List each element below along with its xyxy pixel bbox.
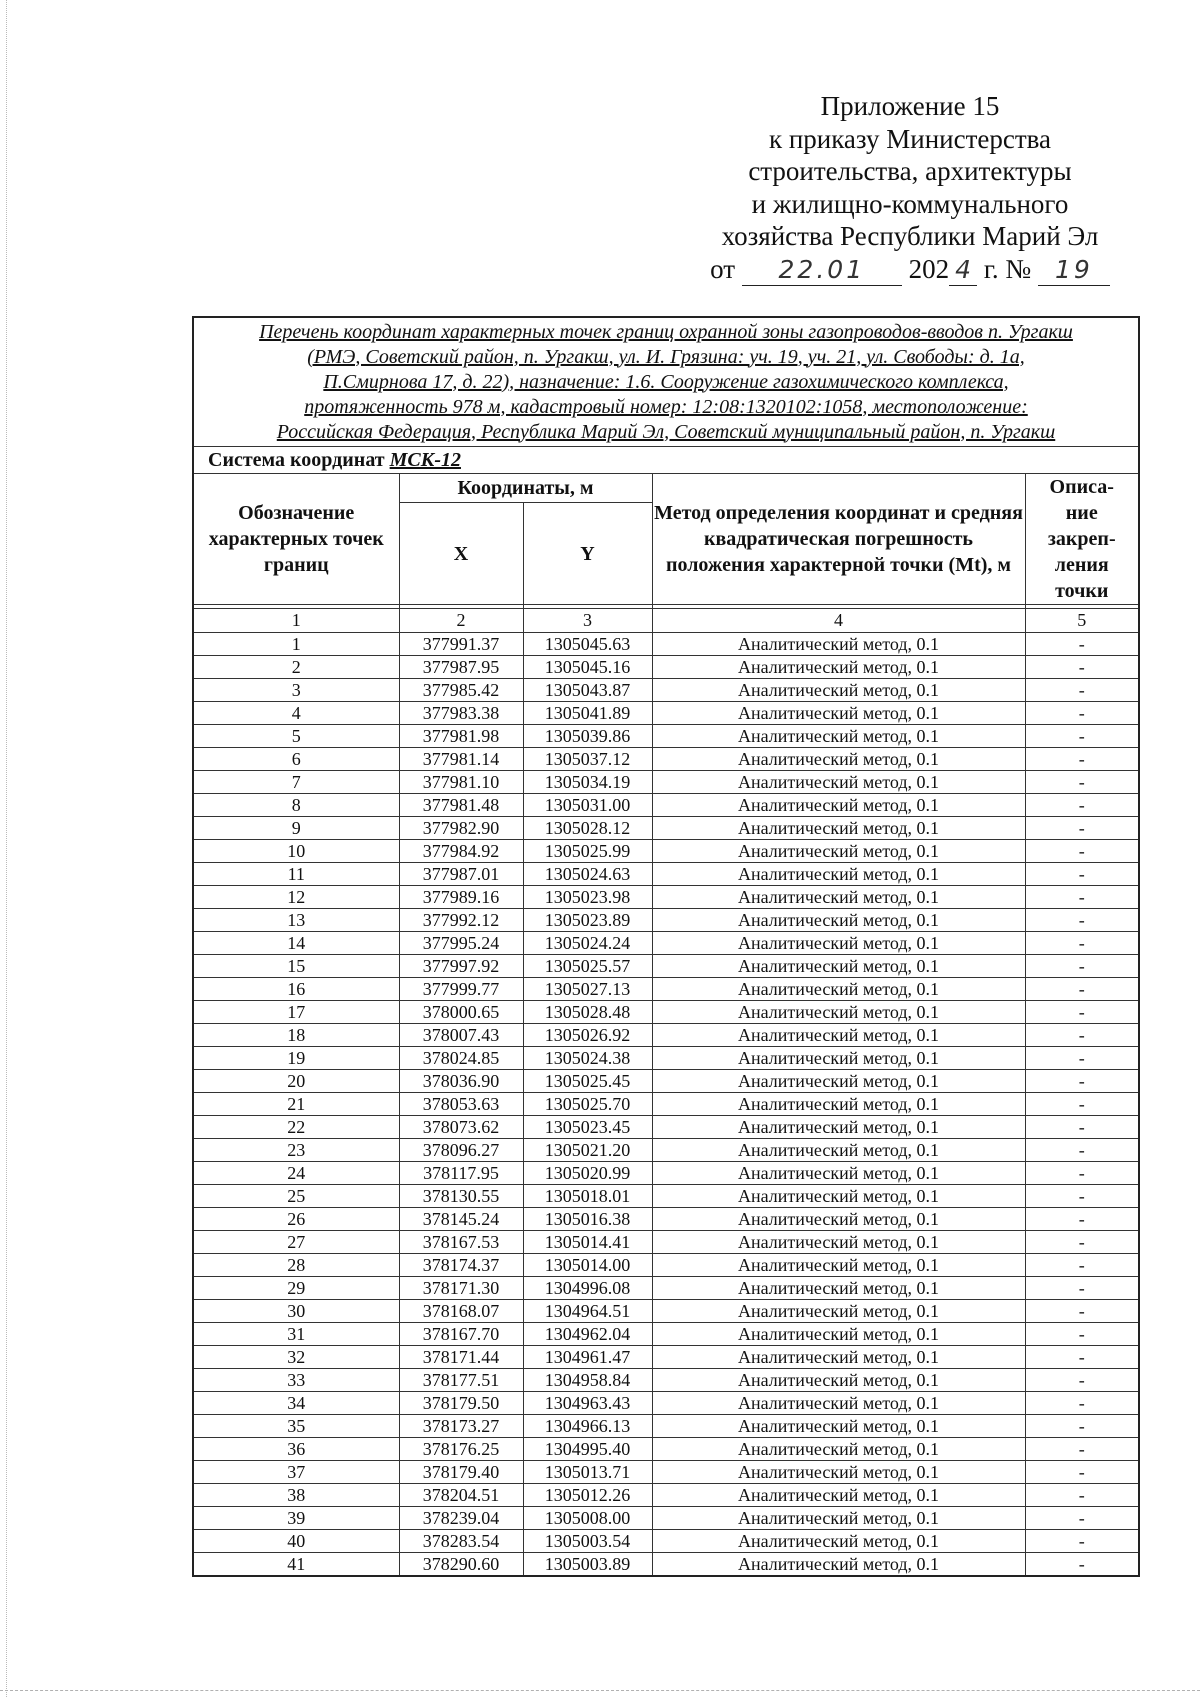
point-id-cell: 14 [193, 932, 399, 955]
coord-y-cell: 1305003.54 [523, 1530, 652, 1553]
description-cell: - [1025, 771, 1139, 794]
table-row [193, 1139, 1139, 1162]
column-number: 4 [652, 609, 1025, 633]
method-cell: Аналитический метод, 0.1 [652, 1392, 1025, 1415]
column-number: 5 [1025, 609, 1139, 633]
column-number: 3 [523, 609, 652, 633]
method-cell: Аналитический метод, 0.1 [652, 840, 1025, 863]
table-row [193, 1300, 1139, 1323]
table-row [193, 725, 1139, 748]
table-row [193, 1093, 1139, 1116]
description-cell: - [1025, 633, 1139, 656]
table-row [193, 955, 1139, 978]
coord-y-cell: 1305045.16 [523, 656, 652, 679]
method-cell: Аналитический метод, 0.1 [652, 1139, 1025, 1162]
method-cell: Аналитический метод, 0.1 [652, 1323, 1025, 1346]
description-cell: - [1025, 1093, 1139, 1116]
coord-y-cell: 1305025.70 [523, 1093, 652, 1116]
coord-x-cell: 377995.24 [399, 932, 523, 955]
description-cell: - [1025, 1047, 1139, 1070]
coord-x-cell: 377985.42 [399, 679, 523, 702]
header-description-line: точки [1055, 580, 1109, 602]
point-id-cell: 28 [193, 1254, 399, 1277]
description-cell: - [1025, 1231, 1139, 1254]
coord-x-cell: 378167.70 [399, 1323, 523, 1346]
table-row [193, 909, 1139, 932]
coord-x-cell: 377981.48 [399, 794, 523, 817]
header-coordinates: Координаты, м [399, 474, 652, 503]
coord-y-cell: 1304996.08 [523, 1277, 652, 1300]
coord-x-cell: 378173.27 [399, 1415, 523, 1438]
point-id-cell: 29 [193, 1277, 399, 1300]
coord-y-cell: 1304964.51 [523, 1300, 652, 1323]
method-cell: Аналитический метод, 0.1 [652, 863, 1025, 886]
method-cell: Аналитический метод, 0.1 [652, 633, 1025, 656]
coord-y-cell: 1305025.57 [523, 955, 652, 978]
description-cell: - [1025, 1507, 1139, 1530]
point-id-cell: 24 [193, 1162, 399, 1185]
description-cell: - [1025, 1415, 1139, 1438]
description-cell: - [1025, 886, 1139, 909]
method-cell: Аналитический метод, 0.1 [652, 1415, 1025, 1438]
header-line: к приказу Министерства [768, 123, 1052, 154]
coord-y-cell: 1305025.45 [523, 1070, 652, 1093]
description-cell: - [1025, 909, 1139, 932]
method-cell: Аналитический метод, 0.1 [652, 978, 1025, 1001]
coordinate-system-row [193, 447, 1139, 474]
header-point: Обозначение характерных точек границ [193, 474, 399, 605]
description-cell: - [1025, 656, 1139, 679]
coord-x-cell: 378177.51 [399, 1369, 523, 1392]
coord-y-cell: 1305003.89 [523, 1553, 652, 1577]
table-title [193, 317, 1139, 447]
point-id-cell: 26 [193, 1208, 399, 1231]
header-line: Приложение 15 [820, 91, 1000, 121]
method-cell: Аналитический метод, 0.1 [652, 794, 1025, 817]
description-cell: - [1025, 932, 1139, 955]
coord-y-cell: 1305018.01 [523, 1185, 652, 1208]
coord-x-cell: 378179.50 [399, 1392, 523, 1415]
point-id-cell: 23 [193, 1139, 399, 1162]
table-row [193, 932, 1139, 955]
description-cell: - [1025, 725, 1139, 748]
coord-y-cell: 1304963.43 [523, 1392, 652, 1415]
coord-x-cell: 377983.38 [399, 702, 523, 725]
description-cell: - [1025, 1438, 1139, 1461]
coord-x-cell: 377991.37 [399, 633, 523, 656]
point-id-cell: 11 [193, 863, 399, 886]
table-row [193, 1162, 1139, 1185]
point-id-cell: 25 [193, 1185, 399, 1208]
table-row [193, 1254, 1139, 1277]
coord-y-cell: 1305024.38 [523, 1047, 652, 1070]
description-cell: - [1025, 1024, 1139, 1047]
coord-y-cell: 1305013.71 [523, 1461, 652, 1484]
table-row [193, 840, 1139, 863]
description-cell: - [1025, 1116, 1139, 1139]
coord-x-cell: 377997.92 [399, 955, 523, 978]
coord-x-cell: 378000.65 [399, 1001, 523, 1024]
coord-x-cell: 378130.55 [399, 1185, 523, 1208]
coord-x-cell: 378204.51 [399, 1484, 523, 1507]
order-date-line [680, 253, 1140, 286]
header-row [193, 474, 1139, 503]
coord-x-cell: 378053.63 [399, 1093, 523, 1116]
point-id-cell: 17 [193, 1001, 399, 1024]
method-cell: Аналитический метод, 0.1 [652, 886, 1025, 909]
title-line: Российская Федерация, Республика Марий Эл, Советский муниципальный район, п. Ургакш [276, 420, 1056, 443]
table-row [193, 886, 1139, 909]
number-prefix: г. № [983, 253, 1032, 284]
coord-y-cell: 1305020.99 [523, 1162, 652, 1185]
point-id-cell: 22 [193, 1116, 399, 1139]
table-row [193, 978, 1139, 1001]
date-prefix: от [710, 253, 736, 284]
coord-y-cell: 1305045.63 [523, 633, 652, 656]
description-cell: - [1025, 679, 1139, 702]
description-cell: - [1025, 1323, 1139, 1346]
point-id-cell: 9 [193, 817, 399, 840]
coord-y-cell: 1305034.19 [523, 771, 652, 794]
coord-y-cell: 1305025.99 [523, 840, 652, 863]
coordinate-system-label: Система координат [208, 449, 385, 471]
table-row [193, 1047, 1139, 1070]
method-cell: Аналитический метод, 0.1 [652, 1484, 1025, 1507]
coord-y-cell: 1304995.40 [523, 1438, 652, 1461]
table-row [193, 1323, 1139, 1346]
description-cell: - [1025, 955, 1139, 978]
method-cell: Аналитический метод, 0.1 [652, 1530, 1025, 1553]
coord-x-cell: 378096.27 [399, 1139, 523, 1162]
point-id-cell: 40 [193, 1530, 399, 1553]
coord-y-cell: 1304961.47 [523, 1346, 652, 1369]
description-cell: - [1025, 863, 1139, 886]
point-id-cell: 6 [193, 748, 399, 771]
description-cell: - [1025, 1530, 1139, 1553]
point-id-cell: 12 [193, 886, 399, 909]
coord-x-cell: 377989.16 [399, 886, 523, 909]
point-id-cell: 21 [193, 1093, 399, 1116]
method-cell: Аналитический метод, 0.1 [652, 1024, 1025, 1047]
method-cell: Аналитический метод, 0.1 [652, 1185, 1025, 1208]
coord-y-cell: 1305043.87 [523, 679, 652, 702]
method-cell: Аналитический метод, 0.1 [652, 1070, 1025, 1093]
point-id-cell: 1 [193, 633, 399, 656]
table-row [193, 817, 1139, 840]
coord-y-cell: 1304966.13 [523, 1415, 652, 1438]
method-cell: Аналитический метод, 0.1 [652, 1093, 1025, 1116]
description-cell: - [1025, 748, 1139, 771]
point-id-cell: 36 [193, 1438, 399, 1461]
table-row [193, 1185, 1139, 1208]
table-row [193, 656, 1139, 679]
scan-edge-bottom [0, 1690, 1200, 1691]
method-cell: Аналитический метод, 0.1 [652, 955, 1025, 978]
coord-x-cell: 378007.43 [399, 1024, 523, 1047]
description-cell: - [1025, 1254, 1139, 1277]
coord-y-cell: 1305028.12 [523, 817, 652, 840]
point-id-cell: 38 [193, 1484, 399, 1507]
description-cell: - [1025, 1185, 1139, 1208]
description-cell: - [1025, 1139, 1139, 1162]
coord-x-cell: 378174.37 [399, 1254, 523, 1277]
title-line: Перечень координат характерных точек границ охранной зоны газопроводов-вводов п. Ургакш [259, 320, 1073, 343]
coord-y-cell: 1305014.00 [523, 1254, 652, 1277]
description-cell: - [1025, 1461, 1139, 1484]
description-cell: - [1025, 1277, 1139, 1300]
table-row [193, 1346, 1139, 1369]
coord-y-cell: 1305023.89 [523, 909, 652, 932]
coord-y-cell: 1305023.45 [523, 1116, 652, 1139]
point-id-cell: 5 [193, 725, 399, 748]
coord-y-cell: 1304958.84 [523, 1369, 652, 1392]
method-cell: Аналитический метод, 0.1 [652, 725, 1025, 748]
point-id-cell: 13 [193, 909, 399, 932]
point-id-cell: 30 [193, 1300, 399, 1323]
description-cell: - [1025, 702, 1139, 725]
header-description [1025, 474, 1139, 605]
description-cell: - [1025, 817, 1139, 840]
coord-x-cell: 378167.53 [399, 1231, 523, 1254]
coord-x-cell: 377981.14 [399, 748, 523, 771]
column-numbers-row [193, 609, 1139, 633]
description-cell: - [1025, 1208, 1139, 1231]
coord-x-cell: 377982.90 [399, 817, 523, 840]
title-line: (РМЭ, Советский район, п. Ургакш, ул. И. Грязина: уч. 19, уч. 21, ул. Свободы: д. 1а, [307, 345, 1025, 368]
method-cell: Аналитический метод, 0.1 [652, 679, 1025, 702]
handwritten-year-digit: 4 [949, 255, 977, 286]
coord-y-cell: 1305014.41 [523, 1231, 652, 1254]
header-method: Метод определения координат и средняя квадратическая погрешность положения характерной точки (Mt), м [652, 474, 1025, 605]
table-row [193, 748, 1139, 771]
coord-y-cell: 1305023.98 [523, 886, 652, 909]
coord-x-cell: 378073.62 [399, 1116, 523, 1139]
method-cell: Аналитический метод, 0.1 [652, 1346, 1025, 1369]
coord-x-cell: 377992.12 [399, 909, 523, 932]
point-id-cell: 18 [193, 1024, 399, 1047]
coord-y-cell: 1305026.92 [523, 1024, 652, 1047]
column-number: 2 [399, 609, 523, 633]
table-row [193, 1415, 1139, 1438]
coord-x-cell: 378171.30 [399, 1277, 523, 1300]
coord-x-cell: 378176.25 [399, 1438, 523, 1461]
coord-x-cell: 377987.01 [399, 863, 523, 886]
method-cell: Аналитический метод, 0.1 [652, 1507, 1025, 1530]
point-id-cell: 37 [193, 1461, 399, 1484]
coord-y-cell: 1305039.86 [523, 725, 652, 748]
method-cell: Аналитический метод, 0.1 [652, 656, 1025, 679]
coord-x-cell: 377999.77 [399, 978, 523, 1001]
method-cell: Аналитический метод, 0.1 [652, 1277, 1025, 1300]
title-line: протяженность 978 м, кадастровый номер: 12:08:1320102:1058, местоположение: [304, 395, 1028, 418]
point-id-cell: 16 [193, 978, 399, 1001]
table-row [193, 702, 1139, 725]
method-cell: Аналитический метод, 0.1 [652, 1369, 1025, 1392]
title-line: П.Смирнова 17, д. 22), назначение: 1.6. Сооружение газохимического комплекса, [323, 370, 1009, 393]
method-cell: Аналитический метод, 0.1 [652, 1047, 1025, 1070]
point-id-cell: 27 [193, 1231, 399, 1254]
table-row [193, 1001, 1139, 1024]
table-row [193, 1461, 1139, 1484]
header-x: X [399, 503, 523, 605]
point-id-cell: 35 [193, 1415, 399, 1438]
point-id-cell: 8 [193, 794, 399, 817]
coord-y-cell: 1305021.20 [523, 1139, 652, 1162]
coordinate-system-value: МСК-12 [389, 449, 461, 471]
header-description-line: Описа- [1049, 476, 1114, 498]
coord-y-cell: 1305012.26 [523, 1484, 652, 1507]
point-id-cell: 19 [193, 1047, 399, 1070]
coord-x-cell: 378290.60 [399, 1553, 523, 1577]
header-description-line: закреп- [1047, 528, 1116, 550]
point-id-cell: 34 [193, 1392, 399, 1415]
handwritten-date: 22.01 [742, 255, 902, 286]
point-id-cell: 2 [193, 656, 399, 679]
method-cell: Аналитический метод, 0.1 [652, 748, 1025, 771]
method-cell: Аналитический метод, 0.1 [652, 932, 1025, 955]
method-cell: Аналитический метод, 0.1 [652, 1553, 1025, 1577]
method-cell: Аналитический метод, 0.1 [652, 1461, 1025, 1484]
header-line: хозяйства Республики Марий Эл [721, 221, 1099, 251]
table-row [193, 679, 1139, 702]
description-cell: - [1025, 978, 1139, 1001]
description-cell: - [1025, 1070, 1139, 1093]
table-row [193, 1277, 1139, 1300]
scan-edge-left [6, 0, 7, 1697]
point-id-cell: 41 [193, 1553, 399, 1577]
coord-x-cell: 378179.40 [399, 1461, 523, 1484]
method-cell: Аналитический метод, 0.1 [652, 1162, 1025, 1185]
table-row [193, 1369, 1139, 1392]
description-cell: - [1025, 1001, 1139, 1024]
coord-x-cell: 378145.24 [399, 1208, 523, 1231]
point-id-cell: 31 [193, 1323, 399, 1346]
point-id-cell: 15 [193, 955, 399, 978]
coord-x-cell: 378283.54 [399, 1530, 523, 1553]
coord-y-cell: 1305027.13 [523, 978, 652, 1001]
header-y: Y [523, 503, 652, 605]
description-cell: - [1025, 1484, 1139, 1507]
coordinates-table [192, 316, 1140, 1577]
coord-x-cell: 378117.95 [399, 1162, 523, 1185]
table-row [193, 1231, 1139, 1254]
table-row [193, 1553, 1139, 1577]
table-row [193, 1438, 1139, 1461]
coord-x-cell: 378024.85 [399, 1047, 523, 1070]
appendix-header [680, 90, 1140, 286]
method-cell: Аналитический метод, 0.1 [652, 771, 1025, 794]
coord-y-cell: 1305024.63 [523, 863, 652, 886]
coord-y-cell: 1305028.48 [523, 1001, 652, 1024]
method-cell: Аналитический метод, 0.1 [652, 1254, 1025, 1277]
method-cell: Аналитический метод, 0.1 [652, 909, 1025, 932]
table-row [193, 1392, 1139, 1415]
point-id-cell: 39 [193, 1507, 399, 1530]
coord-x-cell: 377987.95 [399, 656, 523, 679]
description-cell: - [1025, 1369, 1139, 1392]
description-cell: - [1025, 1346, 1139, 1369]
method-cell: Аналитический метод, 0.1 [652, 1116, 1025, 1139]
coord-x-cell: 378239.04 [399, 1507, 523, 1530]
method-cell: Аналитический метод, 0.1 [652, 1438, 1025, 1461]
header-description-line: ние [1065, 502, 1098, 524]
header-line: и жилищно-коммунального [751, 188, 1069, 219]
coord-x-cell: 378036.90 [399, 1070, 523, 1093]
method-cell: Аналитический метод, 0.1 [652, 817, 1025, 840]
method-cell: Аналитический метод, 0.1 [652, 1231, 1025, 1254]
point-id-cell: 4 [193, 702, 399, 725]
description-cell: - [1025, 1553, 1139, 1577]
coord-y-cell: 1305016.38 [523, 1208, 652, 1231]
method-cell: Аналитический метод, 0.1 [652, 1300, 1025, 1323]
coord-x-cell: 377981.10 [399, 771, 523, 794]
table-row [193, 1024, 1139, 1047]
table-row [193, 1507, 1139, 1530]
table-row [193, 771, 1139, 794]
coord-y-cell: 1305031.00 [523, 794, 652, 817]
coord-x-cell: 378171.44 [399, 1346, 523, 1369]
table-row [193, 794, 1139, 817]
coord-y-cell: 1305037.12 [523, 748, 652, 771]
table-row [193, 1070, 1139, 1093]
coord-x-cell: 378168.07 [399, 1300, 523, 1323]
coordinate-system [193, 447, 1139, 474]
point-id-cell: 10 [193, 840, 399, 863]
coord-x-cell: 377981.98 [399, 725, 523, 748]
point-id-cell: 33 [193, 1369, 399, 1392]
header-description-line: ления [1054, 554, 1109, 576]
point-id-cell: 32 [193, 1346, 399, 1369]
coord-x-cell: 377984.92 [399, 840, 523, 863]
coord-y-cell: 1304962.04 [523, 1323, 652, 1346]
table-row [193, 1530, 1139, 1553]
coord-y-cell: 1305024.24 [523, 932, 652, 955]
table-row [193, 633, 1139, 656]
description-cell: - [1025, 794, 1139, 817]
column-number: 1 [193, 609, 399, 633]
description-cell: - [1025, 840, 1139, 863]
table-row [193, 1208, 1139, 1231]
table-title-row [193, 317, 1139, 447]
description-cell: - [1025, 1300, 1139, 1323]
method-cell: Аналитический метод, 0.1 [652, 1208, 1025, 1231]
method-cell: Аналитический метод, 0.1 [652, 702, 1025, 725]
coord-y-cell: 1305008.00 [523, 1507, 652, 1530]
method-cell: Аналитический метод, 0.1 [652, 1001, 1025, 1024]
point-id-cell: 3 [193, 679, 399, 702]
handwritten-order-number: 19 [1038, 255, 1110, 286]
table-row [193, 863, 1139, 886]
description-cell: - [1025, 1162, 1139, 1185]
coord-y-cell: 1305041.89 [523, 702, 652, 725]
point-id-cell: 20 [193, 1070, 399, 1093]
table-row [193, 1116, 1139, 1139]
table-row [193, 1484, 1139, 1507]
year-prefix: 202 [908, 253, 950, 284]
header-line: строительства, архитектуры [748, 156, 1072, 186]
point-id-cell: 7 [193, 771, 399, 794]
description-cell: - [1025, 1392, 1139, 1415]
